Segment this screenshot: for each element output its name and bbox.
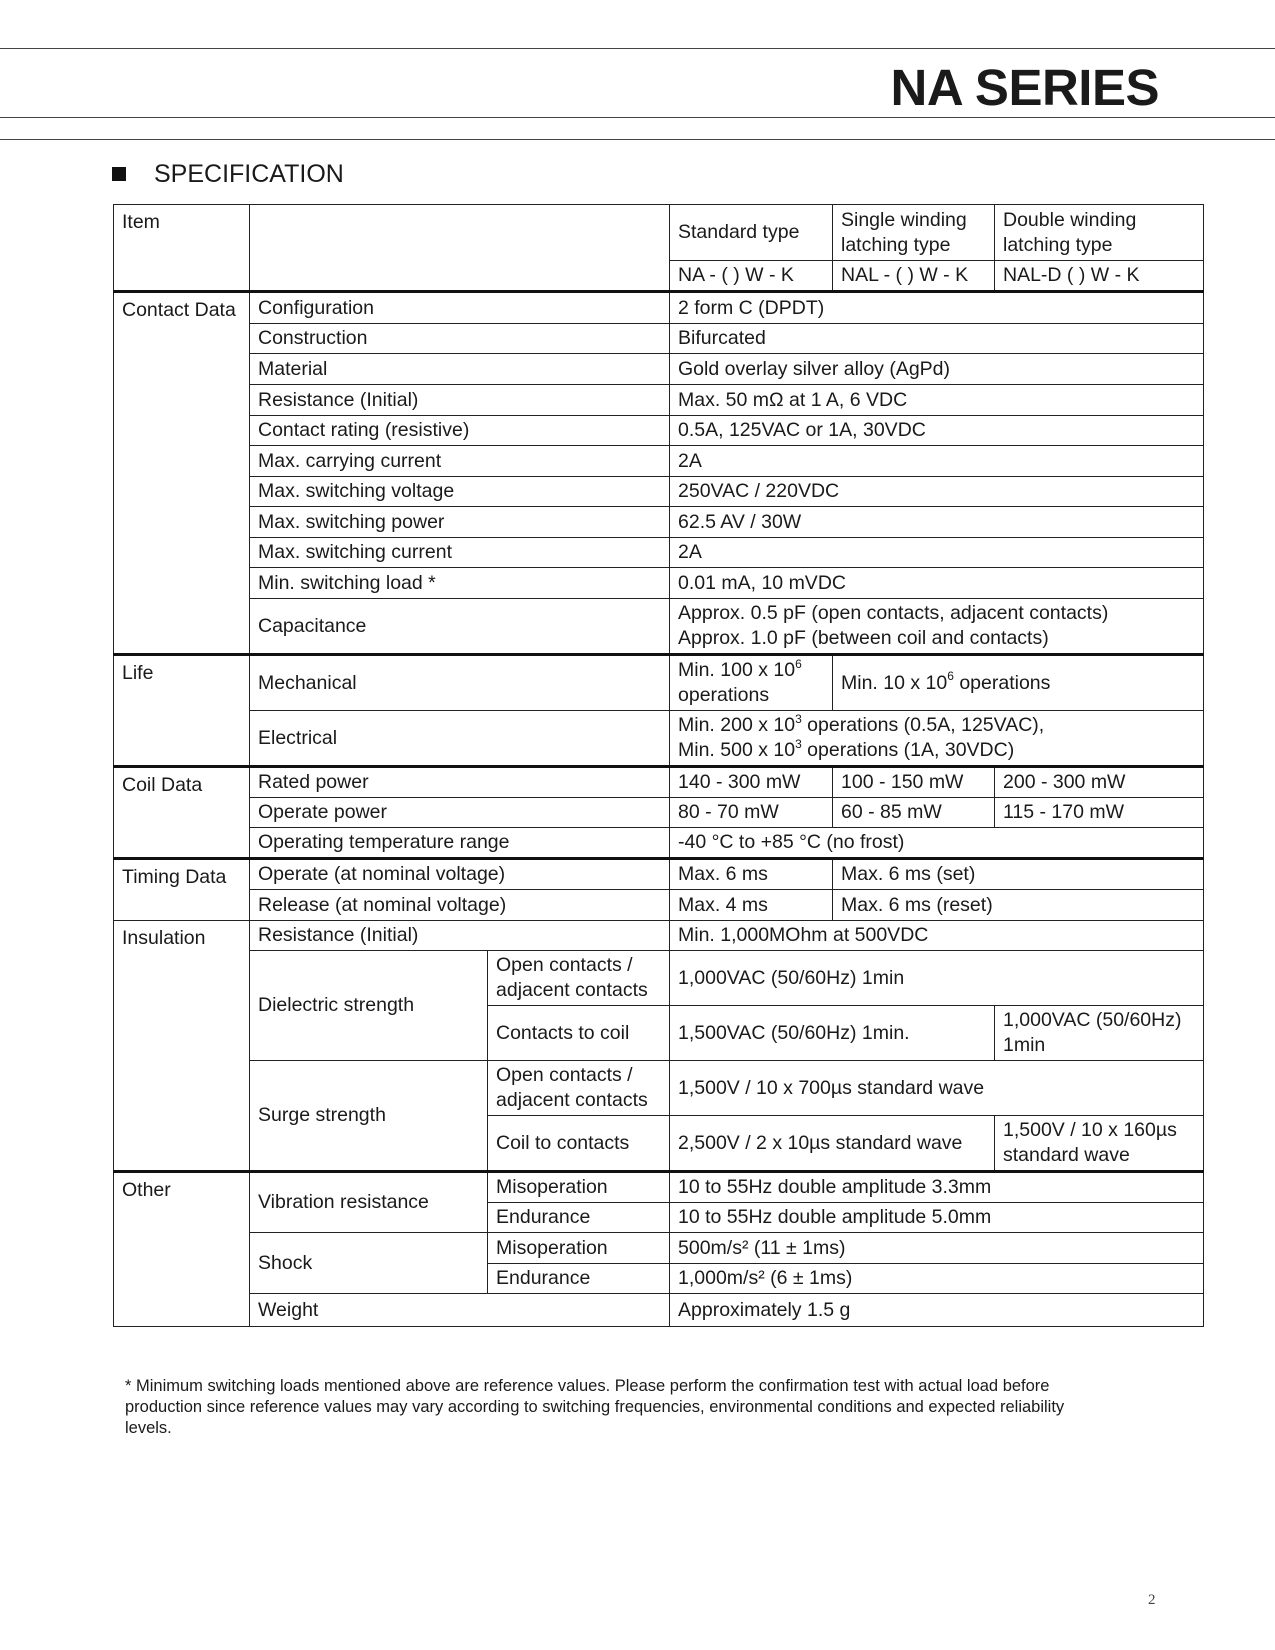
row-value: 140 - 300 mW xyxy=(670,767,833,798)
exponent: 3 xyxy=(795,736,802,751)
value-text: Min. 100 x 10 xyxy=(678,659,796,681)
row-value: 0.01 mA, 10 mVDC xyxy=(670,568,1204,599)
value-text: operations (1A, 30VDC) xyxy=(801,739,1015,761)
table-row xyxy=(114,1233,1204,1264)
row-label: Rated power xyxy=(250,767,670,798)
row-value: Max. 6 ms (reset) xyxy=(833,890,1204,921)
row-label: Contact rating (resistive) xyxy=(250,416,670,446)
table-row xyxy=(114,921,1204,951)
value-text: operations xyxy=(953,671,1051,694)
table-row xyxy=(114,599,1204,655)
row-label: Max. switching power xyxy=(250,507,670,538)
row-sublabel: Misoperation xyxy=(488,1172,670,1203)
section-title: SPECIFICATION xyxy=(154,160,344,188)
series-title: NA SERIES xyxy=(890,59,1159,116)
value-text: operations (0.5A, 125VAC), xyxy=(801,714,1045,736)
row-label: Shock xyxy=(250,1233,488,1294)
part-number-single: NAL - ( ) W - K xyxy=(833,261,995,292)
row-label: Dielectric strength xyxy=(250,951,488,1061)
value-text: Min. 10 x 10 xyxy=(841,671,948,694)
row-label: Max. switching voltage xyxy=(250,477,670,507)
group-life: Life xyxy=(114,655,250,767)
row-label: Vibration resistance xyxy=(250,1172,488,1233)
exponent: 6 xyxy=(795,656,802,671)
row-sublabel: Endurance xyxy=(488,1203,670,1233)
row-label: Operating temperature range xyxy=(250,828,670,859)
electrical-line-1 xyxy=(678,713,1195,738)
row-value: 10 to 55Hz double amplitude 5.0mm xyxy=(670,1203,1204,1233)
row-label: Mechanical xyxy=(250,655,670,711)
group-coil-data: Coil Data xyxy=(114,767,250,859)
table-row xyxy=(114,767,1204,798)
row-value: 100 - 150 mW xyxy=(833,767,995,798)
table-row xyxy=(114,1172,1204,1203)
table-row xyxy=(114,859,1204,890)
row-value: Max. 6 ms (set) xyxy=(833,859,1204,890)
group-timing-data: Timing Data xyxy=(114,859,250,921)
row-label: Construction xyxy=(250,324,670,354)
footnote: * Minimum switching loads mentioned above are reference values. Please perform the confirmation test with actual load before production since reference values may vary according to switching frequencies, environmental conditions and expected reliability levels. xyxy=(125,1377,1065,1437)
specification-table xyxy=(113,204,1204,1327)
page-number: 2 xyxy=(1148,1592,1156,1608)
row-label: Max. switching current xyxy=(250,538,670,568)
table-row xyxy=(114,354,1204,385)
header-rule-upper xyxy=(0,117,1275,118)
table-row xyxy=(114,538,1204,568)
exponent: 3 xyxy=(795,711,802,726)
value-text: Min. 200 x 10 xyxy=(678,714,796,736)
row-value: Max. 50 mΩ at 1 A, 6 VDC xyxy=(670,385,1204,416)
row-value: 2A xyxy=(670,538,1204,568)
table-row xyxy=(114,324,1204,354)
item-header: Item xyxy=(114,205,250,292)
row-value: 2,500V / 2 x 10µs standard wave xyxy=(670,1116,995,1172)
table-row xyxy=(114,1061,1204,1116)
row-value: Approximately 1.5 g xyxy=(670,1294,1204,1327)
header-rule-lower xyxy=(0,139,1275,140)
row-value: Min. 1,000MOhm at 500VDC xyxy=(670,921,1204,951)
table-row xyxy=(114,446,1204,477)
row-label: Resistance (Initial) xyxy=(250,921,670,951)
capacitance-line-2: Approx. 1.0 pF (between coil and contacts) xyxy=(678,627,1049,649)
standard-type-header: Standard type xyxy=(670,205,833,261)
row-label: Weight xyxy=(250,1294,670,1327)
row-value: 1,500VAC (50/60Hz) 1min. xyxy=(670,1006,995,1061)
row-label: Configuration xyxy=(250,292,670,324)
value-text: operations xyxy=(678,684,770,706)
row-sublabel: Misoperation xyxy=(488,1233,670,1264)
row-value xyxy=(670,711,1204,767)
row-value: 500m/s² (11 ± 1ms) xyxy=(670,1233,1204,1264)
row-value xyxy=(670,599,1204,655)
row-label: Resistance (Initial) xyxy=(250,385,670,416)
row-label: Min. switching load * xyxy=(250,568,670,599)
row-sublabel: Endurance xyxy=(488,1264,670,1294)
exponent: 6 xyxy=(947,669,954,683)
row-label: Capacitance xyxy=(250,599,670,655)
row-value: 200 - 300 mW xyxy=(995,767,1204,798)
table-row xyxy=(114,951,1204,1006)
row-value: Max. 4 ms xyxy=(670,890,833,921)
table-row xyxy=(114,798,1204,828)
row-value: 80 - 70 mW xyxy=(670,798,833,828)
row-value: 1,000VAC (50/60Hz) 1min xyxy=(995,1006,1204,1061)
part-number-double: NAL-D ( ) W - K xyxy=(995,261,1204,292)
row-label: Surge strength xyxy=(250,1061,488,1172)
table-row xyxy=(114,828,1204,859)
part-number-standard: NA - ( ) W - K xyxy=(670,261,833,292)
row-value: 1,000m/s² (6 ± 1ms) xyxy=(670,1264,1204,1294)
row-value xyxy=(833,655,1204,711)
table-row xyxy=(114,568,1204,599)
row-sublabel: Contacts to coil xyxy=(488,1006,670,1061)
group-contact-data: Contact Data xyxy=(114,292,250,655)
top-rule xyxy=(0,48,1275,49)
row-value: 115 - 170 mW xyxy=(995,798,1204,828)
row-value: 2A xyxy=(670,446,1204,477)
row-label: Electrical xyxy=(250,711,670,767)
table-row xyxy=(114,205,1204,261)
table-row xyxy=(114,711,1204,767)
value-text: Min. 500 x 10 xyxy=(678,739,796,761)
row-value: -40 °C to +85 °C (no frost) xyxy=(670,828,1204,859)
row-value: 1,500V / 10 x 700µs standard wave xyxy=(670,1061,1204,1116)
row-value: 2 form C (DPDT) xyxy=(670,292,1204,324)
row-value: 250VAC / 220VDC xyxy=(670,477,1204,507)
table-row xyxy=(114,416,1204,446)
group-other: Other xyxy=(114,1172,250,1327)
table-row xyxy=(114,890,1204,921)
row-value: 60 - 85 mW xyxy=(833,798,995,828)
row-value: 1,500V / 10 x 160µs standard wave xyxy=(995,1116,1204,1172)
table-row xyxy=(114,507,1204,538)
row-label: Operate (at nominal voltage) xyxy=(250,859,670,890)
double-winding-header: Double winding latching type xyxy=(995,205,1204,261)
table-row xyxy=(114,385,1204,416)
row-value xyxy=(670,655,833,711)
row-value: 62.5 AV / 30W xyxy=(670,507,1204,538)
row-value: Bifurcated xyxy=(670,324,1204,354)
row-label: Material xyxy=(250,354,670,385)
row-value: 10 to 55Hz double amplitude 3.3mm xyxy=(670,1172,1204,1203)
row-sublabel: Open contacts / adjacent contacts xyxy=(488,1061,670,1116)
table-row xyxy=(114,477,1204,507)
row-label: Release (at nominal voltage) xyxy=(250,890,670,921)
row-value: 1,000VAC (50/60Hz) 1min xyxy=(670,951,1204,1006)
table-row xyxy=(114,1294,1204,1327)
row-sublabel: Open contacts / adjacent contacts xyxy=(488,951,670,1006)
row-value: Gold overlay silver alloy (AgPd) xyxy=(670,354,1204,385)
group-insulation: Insulation xyxy=(114,921,250,1172)
blank-header xyxy=(250,205,670,292)
row-value: Max. 6 ms xyxy=(670,859,833,890)
capacitance-line-1: Approx. 0.5 pF (open contacts, adjacent contacts) xyxy=(678,602,1109,624)
row-sublabel: Coil to contacts xyxy=(488,1116,670,1172)
section-bullet-icon xyxy=(112,167,126,181)
table-row xyxy=(114,655,1204,711)
row-label: Max. carrying current xyxy=(250,446,670,477)
table-row xyxy=(114,292,1204,324)
row-label: Operate power xyxy=(250,798,670,828)
row-value: 0.5A, 125VAC or 1A, 30VDC xyxy=(670,416,1204,446)
electrical-line-2 xyxy=(678,738,1195,763)
single-winding-header: Single winding latching type xyxy=(833,205,995,261)
